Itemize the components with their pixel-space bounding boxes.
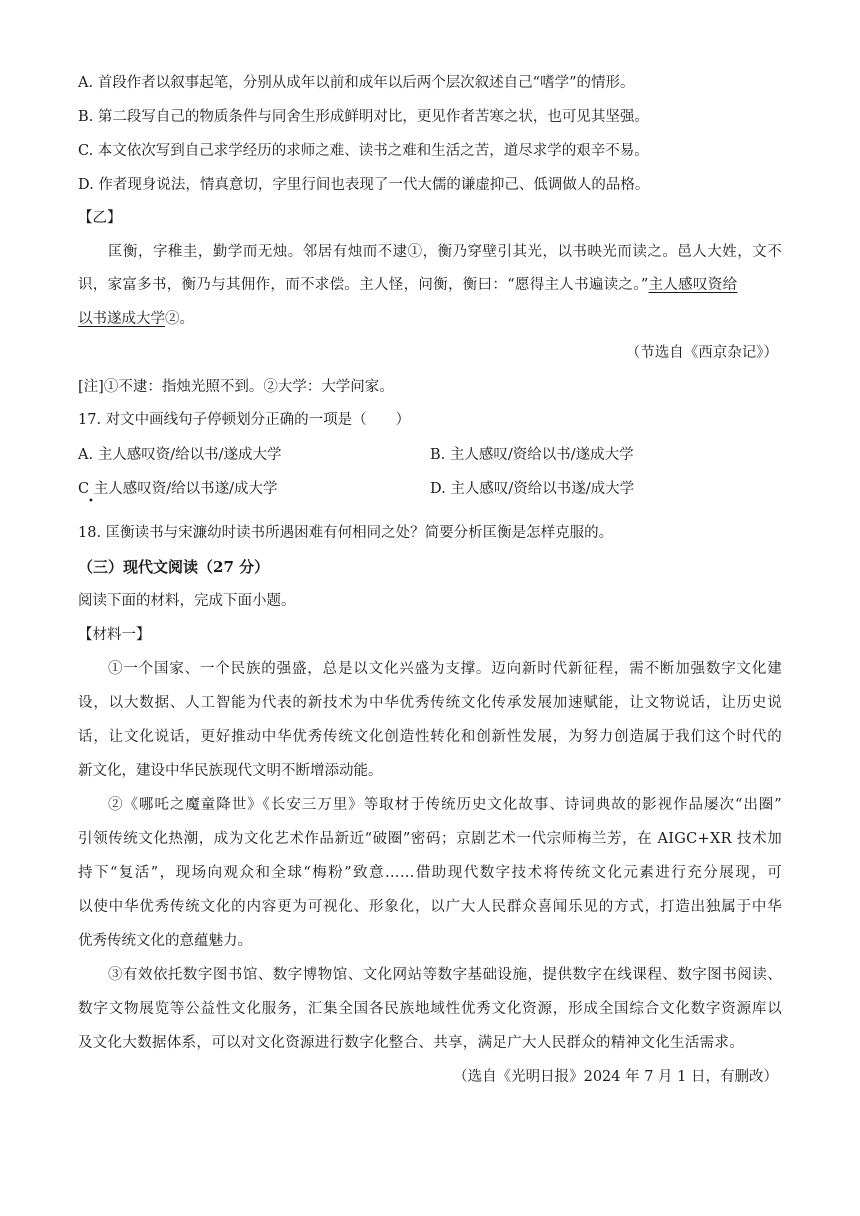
material-1-p3-line-1: ③有效依托数字图书馆、数字博物馆、文化网站等数字基础设施，提供数字在线课程、数字图书阅读、 bbox=[108, 967, 782, 983]
passage-yi-heading: 【乙】 bbox=[78, 210, 122, 226]
section-3-instruction: 阅读下面的材料，完成下面小题。 bbox=[78, 593, 296, 609]
q18-stem: 18. 匡衡读书与宋濂幼时读书所遇困难有何相同之处？简要分析匡衡是怎样克服的。 bbox=[78, 525, 614, 541]
passage-yi-line-1: 匡衡，字稚圭，勤学而无烛。邻居有烛而不逮①，衡乃穿壁引其光，以书映光而读之。邑人大姓，文不 bbox=[108, 244, 782, 260]
q17-option-c: C 主人感叹资/给以书遂/成大学 bbox=[78, 481, 278, 497]
material-1-p1-line-3: 话，让文化说话，更好推动中华优秀传统文化创造性转化和创新性发展，为努力创造属于我们这个时代的 bbox=[78, 729, 782, 745]
q16-option-b: B. 第二段写自己的物质条件与同舍生形成鲜明对比，更见作者苦寒之状，也可见其坚强。 bbox=[78, 109, 649, 125]
material-1-p3-line-2: 数字文物展览等公益性文化服务，汇集全国各民族地域性优秀文化资源，形成全国综合文化数字资源库以 bbox=[78, 1001, 782, 1017]
material-1-p2-line-5: 优秀传统文化的意蕴魅力。 bbox=[78, 933, 252, 949]
q17-option-b: B. 主人感叹/资给以书/遂成大学 bbox=[430, 447, 634, 463]
stray-dot: • bbox=[88, 496, 94, 507]
material-1-p2-line-4: 以使中华优秀传统文化的内容更为可视化、形象化，以广大人民群众喜闻乐见的方式，打造出独属于中华 bbox=[78, 899, 782, 915]
q17-option-a: A. 主人感叹资/给以书/遂成大学 bbox=[78, 447, 282, 463]
passage-yi-line-2-text: 识，家富多书，衡乃与其佣作，而不求偿。主人怪，问衡，衡曰：“愿得主人书遍读之。” bbox=[78, 277, 649, 293]
q16-option-c: C. 本文依次写到自己求学经历的求师之难、读书之难和生活之苦，道尽求学的艰辛不易。 bbox=[78, 143, 649, 159]
material-1-p2-line-1: ②《哪吒之魔童降世》《长安三万里》等取材于传统历史文化故事、诗词典故的影视作品屡次“出圈” bbox=[108, 797, 782, 813]
underlined-sentence-part-1: 主人感叹资给 bbox=[648, 277, 738, 293]
material-1-label: 【材料一】 bbox=[78, 627, 151, 643]
q17-option-d: D. 主人感叹/资给以书遂/成大学 bbox=[430, 481, 635, 497]
passage-yi-note: [注]①不逮：指烛光照不到。②大学：大学问家。 bbox=[78, 379, 394, 395]
material-1-p1-line-4: 新文化，建设中华民族现代文明不断增添动能。 bbox=[78, 763, 383, 779]
material-1-p1-line-2: 设，以大数据、人工智能为代表的新技术为中华优秀传统文化传承发展加速赋能，让文物说话，让历史说 bbox=[78, 695, 782, 711]
passage-yi-line-3 bbox=[78, 309, 194, 329]
material-1-source: （选自《光明日报》2024 年 7 月 1 日，有删改） bbox=[453, 1069, 778, 1085]
passage-yi-line-2 bbox=[78, 275, 737, 295]
underlined-sentence-part-2: 以书遂成大学 bbox=[78, 311, 165, 327]
material-1-p1-line-1: ①一个国家、一个民族的强盛，总是以文化兴盛为支撑。迈向新时代新征程，需不断加强数字文化建 bbox=[108, 661, 782, 677]
material-1-p3-line-3: 及文化大数据体系，可以对文化资源进行数字化整合、共享，满足广大人民群众的精神文化生活需求。 bbox=[78, 1035, 744, 1051]
q17-stem: 17. 对文中画线句子停顿划分正确的一项是（ ） bbox=[78, 412, 411, 428]
passage-yi-line-3-tail: ②。 bbox=[165, 311, 194, 327]
section-3-heading: （三）现代文阅读（27 分） bbox=[78, 558, 270, 576]
q16-option-d: D. 作者现身说法，情真意切，字里行间也表现了一代大儒的谦虚抑己、低调做人的品格。 bbox=[78, 177, 650, 193]
material-1-p2-line-3: 持下“复活”，现场向观众和全球“梅粉”致意……借助现代数字技术将传统文化元素进行充分展现，可 bbox=[78, 865, 782, 881]
passage-yi-source: （节选自《西京杂记》） bbox=[625, 345, 778, 361]
q16-option-a: A. 首段作者以叙事起笔，分别从成年以前和成年以后两个层次叙述自己“嗜学”的情形。 bbox=[78, 75, 635, 91]
material-1-p2-line-2: 引领传统文化热潮，成为文化艺术作品新近“破圈”密码；京剧艺术一代宗师梅兰芳，在 AIGC+XR 技术加 bbox=[78, 831, 782, 847]
